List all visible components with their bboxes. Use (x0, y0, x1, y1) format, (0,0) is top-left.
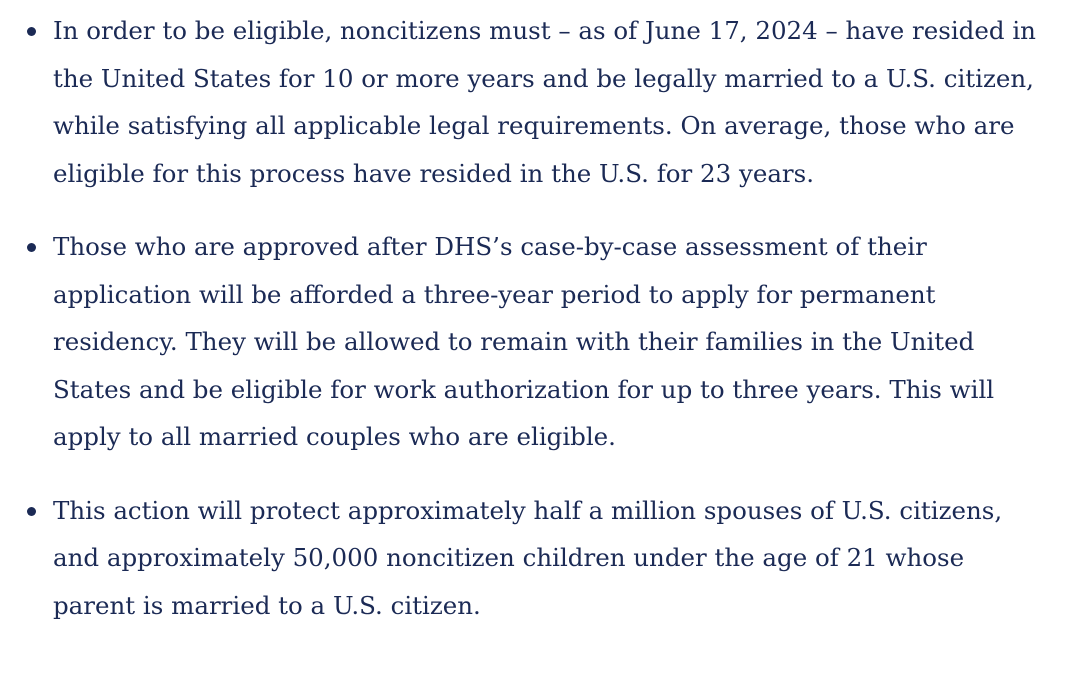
list-item-text: This action will protect approximately half a million spouses of U.S. citizens, and approximately 50,000 noncitizen children under the age of 21 whose parent is married to a U.S. citizen. (53, 495, 1003, 620)
list-item (0, 7, 1080, 197)
bullet-icon (27, 27, 36, 36)
bullet-icon (27, 507, 36, 516)
bullet-icon (27, 243, 36, 252)
bullet-list (0, 7, 1080, 655)
list-item-text: In order to be eligible, noncitizens must – as of June 17, 2024 – have resided in the United States for 10 or more years and be legally married to a U.S. citizen, while satisfying all applicable legal requirements. On average, those who are eligible for this process have resided in the U.S. for 23 years. (53, 16, 1036, 188)
list-item-text: Those who are approved after DHS’s case-by-case assessment of their application will be afforded a three-year period to apply for permanent residency. They will be allowed to remain with their families in the United States and be eligible for work authorization for up to three years. This will apply to all married couples who are eligible. (53, 232, 995, 451)
list-item (0, 487, 1080, 630)
list-item (0, 223, 1080, 461)
